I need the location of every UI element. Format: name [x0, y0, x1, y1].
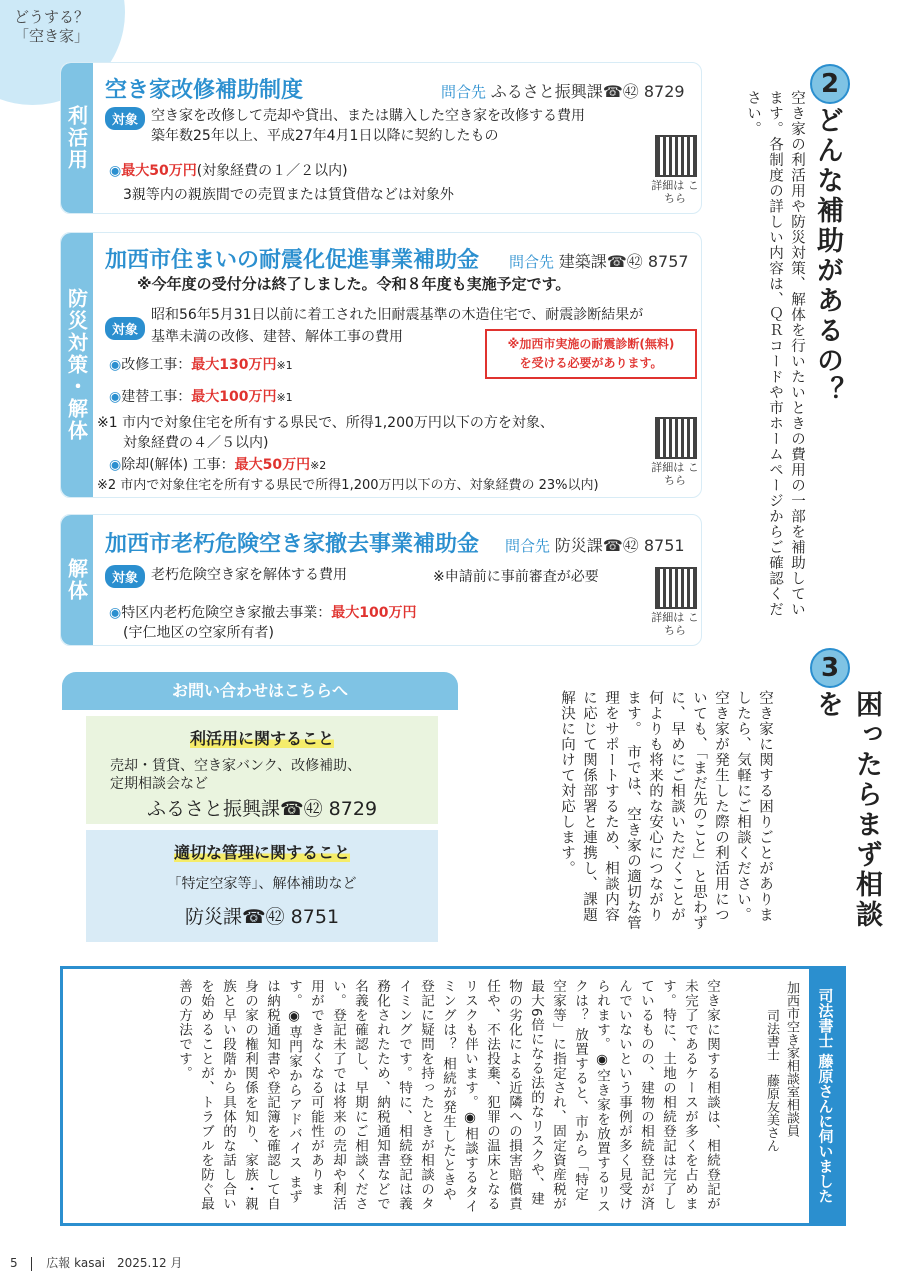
- inquiry-header: お問い合わせはこちらへ: [62, 672, 458, 710]
- inquiry-desc: 売却・賃貸、空き家バンク、改修補助、: [110, 758, 362, 774]
- amount-line: ◉特区内老朽危険空き家撤去事業：最大100万円: [109, 605, 417, 621]
- card-title: 加西市住まいの耐震化促進事業補助金: [105, 248, 480, 273]
- qr-code[interactable]: [655, 417, 697, 459]
- inquiry-contact: 防災課☎㊷ 8751: [184, 906, 340, 928]
- seismic-notice-box: ※加西市実施の耐震診断(無料) を受ける必要があります。: [485, 329, 697, 379]
- card-side-label: 防災対策・解体: [61, 233, 93, 497]
- card-side-label: 利活用: [61, 63, 93, 213]
- footnote: ※1 市内で対象住宅を所有する県民で、所得1,200万円以下の方を対象、: [97, 415, 554, 431]
- note-text: 3親等内の親族間での売買または賃貸借などは対象外: [123, 187, 454, 203]
- lawyer-body: 空き家に関する相談は、相続登記が未完了であるケースが多くを占めます。特に、土地の相続登記は完了しているものの、建物の相続登記が済んでいないという事例が多く見受けられます。◉空き家を放置するリスクは？ 放置すると、市から「特定空家等」に指定され、固定資産税が最大6倍になる法的なリスクや、建物の劣化による近隣への損害賠償責任や、不法投棄、犯罪の温床となるリスクも伴います。◉相談するタイミングは？ 相続が発生したときや登記に疑問を持ったときが相談のタイミングです。特に、相続登記は義務化されたため、納税通知書などで名義を確認し、早期にご相談ください。登記未了では将来の売却や利活用ができなくなる可能性があります。◉専門家からアドバイス まずは納税通知書や登記簿を確認して自身の家の権利関係を知り、家族・親族と早い段階から具体的な話し合いを始めることが、トラブルを防ぐ最善の方法です。: [176, 979, 720, 1214]
- page-number: 5: [10, 1256, 18, 1270]
- card-earthquake: [60, 232, 702, 498]
- inquiry-box-management: [86, 830, 438, 942]
- section-heading: 困ったらまず相談を: [812, 690, 882, 930]
- section-body: 空き家の利活用や防災対策、解体を行いたいときの費用の一部を補助しています。各制度の詳しい内容は、ＱＲコードや市ホームページからご確認ください。: [745, 90, 805, 617]
- lawyer-title: 司法書士 藤原さんに伺いました: [809, 969, 843, 1223]
- target-tag: 対象: [105, 107, 145, 130]
- publication-name: 広報 kasai: [46, 1256, 106, 1270]
- amount-sub: (宇仁地区の空家所有者): [123, 625, 274, 641]
- card-contact: 問合先 建築課☎㊷ 8757: [509, 252, 689, 271]
- card-renovation: [60, 62, 702, 214]
- qr-code[interactable]: [655, 567, 697, 609]
- target-tag: 対象: [105, 317, 145, 340]
- lawyer-name: 司法書士 藤原友美さん: [764, 1009, 779, 1152]
- section-body: 空き家に関する困りごとがありましたら、気軽にご相談ください。空き家が発生した際の利活用についても、「まだ先のこと」と思わずに、早めにご相談いただくことが何よりも将来的な安心につながります。 市では、空き家の適切な管理をサポートするため、相談内容に応じて関係部署と連携し、課題解決に向けて対応します。: [559, 690, 773, 931]
- inquiry-title: 適切な管理に関すること: [173, 843, 350, 862]
- amount-line: ◉建替工事：最大100万円※1: [109, 389, 293, 405]
- target-text: 老朽危険空き家を解体する費用: [151, 567, 347, 583]
- inquiry-title: 利活用に関すること: [189, 729, 334, 748]
- inquiry-desc: 定期相談会など: [110, 776, 208, 792]
- inquiry-box-usage: [86, 716, 438, 824]
- qr-label: 詳細は こちら: [651, 179, 699, 205]
- target-tag: 対象: [105, 565, 145, 588]
- inquiry-desc: 「特定空家等」、解体補助など: [167, 876, 357, 892]
- card-title: 加西市老朽危険空き家撤去事業補助金: [105, 532, 480, 557]
- section-number: 2: [810, 64, 850, 104]
- amount-line: ◉除却(解体) 工事：最大50万円※2: [109, 457, 327, 473]
- notice-text: ※今年度の受付分は終了しました。令和８年度も実施予定です。: [137, 275, 571, 293]
- target-text: 築年数25年以上、平成27年4月1日以降に契約したもの: [151, 128, 499, 144]
- section-number: 3: [810, 648, 850, 688]
- target-text: 空き家を改修して売却や貸出、または購入した空き家を改修する費用: [151, 108, 585, 124]
- target-note: ※申請前に事前審査が必要: [433, 569, 599, 585]
- amount-line: ◉最大50万円(対象経費の１／２以内): [109, 163, 348, 179]
- card-title: 空き家改修補助制度: [105, 78, 304, 103]
- qr-label: 詳細は こちら: [651, 461, 699, 487]
- footnote: ※2 市内で対象住宅を所有する県民で所得1,200万円以下の方、対象経費の 23%以内): [97, 478, 599, 493]
- qr-code[interactable]: [655, 135, 697, 177]
- publication-date: 2025.12 月: [116, 1256, 183, 1270]
- target-text: 昭和56年5月31日以前に着工された旧耐震基準の木造住宅で、耐震診断結果が: [151, 307, 644, 323]
- lawyer-role: 加西市空き家相談室相談員: [784, 981, 799, 1137]
- card-contact: 問合先 ふるさと振興課☎㊷ 8729: [441, 82, 685, 101]
- amount-line: ◉改修工事：最大130万円※1: [109, 357, 293, 373]
- lawyer-interview-box: [60, 966, 846, 1226]
- inquiry-contact: ふるさと振興課☎㊷ 8729: [146, 798, 378, 820]
- section-label: どうする？ 「空き家」: [14, 8, 90, 45]
- qr-label: 詳細は こちら: [651, 611, 699, 637]
- card-contact: 問合先 防災課☎㊷ 8751: [505, 536, 685, 555]
- footer: [10, 1254, 182, 1271]
- card-demolition: [60, 514, 702, 646]
- footnote: 対象経費の４／５以内): [123, 435, 269, 451]
- target-text: 基準未満の改修、建替、解体工事の費用: [151, 329, 403, 345]
- section-heading: どんな補助があるの？: [812, 106, 843, 406]
- card-side-label: 解体: [61, 515, 93, 645]
